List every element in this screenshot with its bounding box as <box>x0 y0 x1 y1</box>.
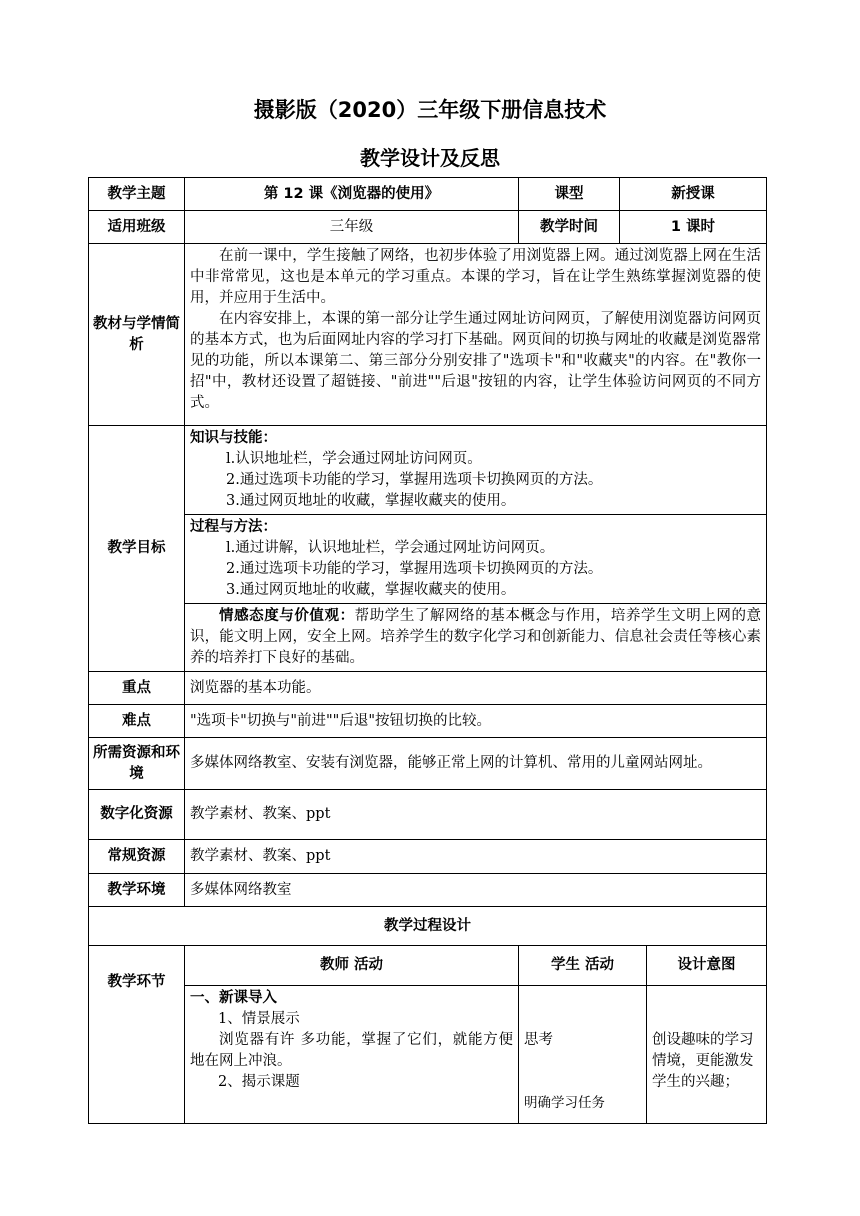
document-subtitle: 教学设计及反思 <box>360 146 500 170</box>
section1-item: 1、情景展示 <box>218 1011 300 1027</box>
environment-value: 多媒体网络教室 <box>185 874 767 907</box>
section1-item: 2、揭示课题 <box>218 1074 300 1090</box>
time-label: 教学时间 <box>519 211 620 244</box>
student-activity-header: 学生 活动 <box>519 946 647 986</box>
analysis-paragraph-2: 在内容安排上，本课的第一部分让学生通过网址访问网页，了解使用浏览器访问网页的基本方式，也为后面网址内容的学习打下基础。网页间的切换与网址的收藏是浏览器常见的功能，所以本课第二、第三部分分别安排了"选项卡"和"收藏夹"的内容。在"教你一招"中，教材还设置了超链接、"前进""后退"按钮的内容，让学生体验访问网页的不同方式。 <box>190 311 761 411</box>
knowledge-goals <box>185 426 767 515</box>
knowledge-item: l.认识地址栏，学会通过网址访问网页。 <box>226 451 482 467</box>
student-activity-cell <box>519 986 647 1124</box>
digital-label: 数字化资源 <box>89 790 185 840</box>
lesson-plan-table <box>88 177 767 1124</box>
process-goals <box>185 515 767 604</box>
process-design-title: 教学过程设计 <box>89 907 767 946</box>
difficulty-label: 难点 <box>89 705 185 738</box>
stage-header: 教学环节 <box>89 946 185 1124</box>
regular-label: 常规资源 <box>89 840 185 874</box>
student-activity-1: 思考 <box>524 1032 553 1048</box>
emotion-text: 帮助学生了解网络的基本概念与作用，培养学生文明上网的意识，能文明上网，安全上网。培养学生的数字化学习和创新能力、信息社会责任等核心素养的培养打下良好的基础。 <box>190 608 762 666</box>
teacher-activity-header: 教师 活动 <box>185 946 519 986</box>
student-activity-2: 明确学习任务 <box>524 1095 605 1111</box>
process-item: 3.通过网页地址的收藏，掌握收藏夹的使用。 <box>226 582 516 598</box>
digital-value: 教学素材、教案、ppt <box>185 790 767 840</box>
type-label: 课型 <box>519 178 620 211</box>
teacher-activity-cell <box>185 986 519 1124</box>
emotion-goals <box>185 604 767 672</box>
topic-value: 第 12 课《浏览器的使用》 <box>185 178 519 211</box>
resources-value: 多媒体网络教室、安装有浏览器，能够正常上网的计算机、常用的儿童网站网址。 <box>185 738 767 790</box>
grade-value: 三年级 <box>185 211 519 244</box>
environment-label: 教学环境 <box>89 874 185 907</box>
emotion-title: 情感态度与价值观： <box>219 608 355 624</box>
type-value: 新授课 <box>620 178 767 211</box>
process-item: l.通过讲解，认识地址栏，学会通过网址访问网页。 <box>226 540 555 556</box>
process-title: 过程与方法： <box>190 519 277 535</box>
regular-value: 教学素材、教案、ppt <box>185 840 767 874</box>
design-intent-header: 设计意图 <box>647 946 767 986</box>
design-intent-1: 创设趣味的学习情境，更能激发学生的兴趣； <box>652 1032 754 1090</box>
section1-title: 一、新课导入 <box>190 990 277 1006</box>
design-intent-cell <box>647 986 767 1124</box>
key-label: 重点 <box>89 672 185 705</box>
grade-label: 适用班级 <box>89 211 185 244</box>
knowledge-title: 知识与技能： <box>190 430 277 446</box>
document-title: 摄影版（2020）三年级下册信息技术 <box>253 98 607 122</box>
analysis-label: 教材与学情简析 <box>89 244 185 426</box>
process-item: 2.通过选项卡功能的学习，掌握用选项卡切换网页的方法。 <box>226 561 603 577</box>
resources-label: 所需资源和环境 <box>89 738 185 790</box>
knowledge-item: 2.通过选项卡功能的学习，掌握用选项卡切换网页的方法。 <box>226 472 603 488</box>
goals-label: 教学目标 <box>89 426 185 672</box>
knowledge-item: 3.通过网页地址的收藏，掌握收藏夹的使用。 <box>226 493 516 509</box>
analysis-paragraph-1: 在前一课中，学生接触了网络，也初步体验了用浏览器上网。通过浏览器上网在生活中非常常见，这也是本单元的学习重点。本课的学习，旨在让学生熟练掌握浏览器的使用，并应用于生活中。 <box>190 248 761 306</box>
analysis-content <box>185 244 767 426</box>
difficulty-value: "选项卡"切换与"前进""后退"按钮切换的比较。 <box>185 705 767 738</box>
topic-label: 教学主题 <box>89 178 185 211</box>
section1-text: 浏览器有许 多功能，掌握了它们，就能方便地在网上冲浪。 <box>190 1032 513 1069</box>
time-value: 1 课时 <box>620 211 767 244</box>
key-value: 浏览器的基本功能。 <box>185 672 767 705</box>
